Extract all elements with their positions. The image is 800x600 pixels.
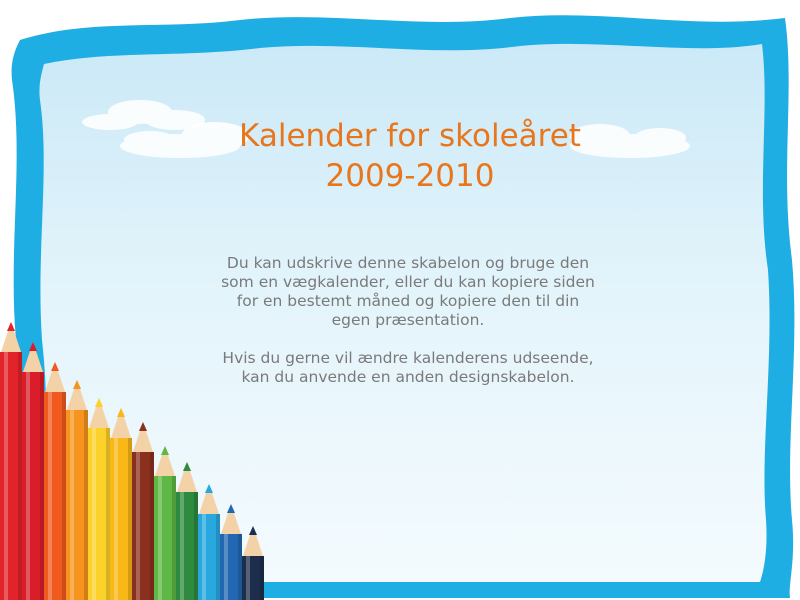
slide-title [150,116,670,196]
paragraph1-line-1: Du kan udskrive denne skabelon og bruge den [226,254,590,272]
slide-body-text [170,254,646,387]
title-line-1: Kalender for skoleåret [239,118,581,154]
paragraph1-line-3: for en bestemt måned og kopiere den til din [236,292,580,310]
paragraph1-line-2: som en vægkalender, eller du kan kopiere siden [221,273,595,291]
paragraph2-line-2: kan du anvende en anden designskabelon. [241,368,575,386]
paragraph1-line-4: egen præsentation. [331,311,485,329]
paragraph2-line-1: Hvis du gerne vil ændre kalenderens udseende, [222,349,594,367]
title-line-2: 2009-2010 [325,158,495,194]
